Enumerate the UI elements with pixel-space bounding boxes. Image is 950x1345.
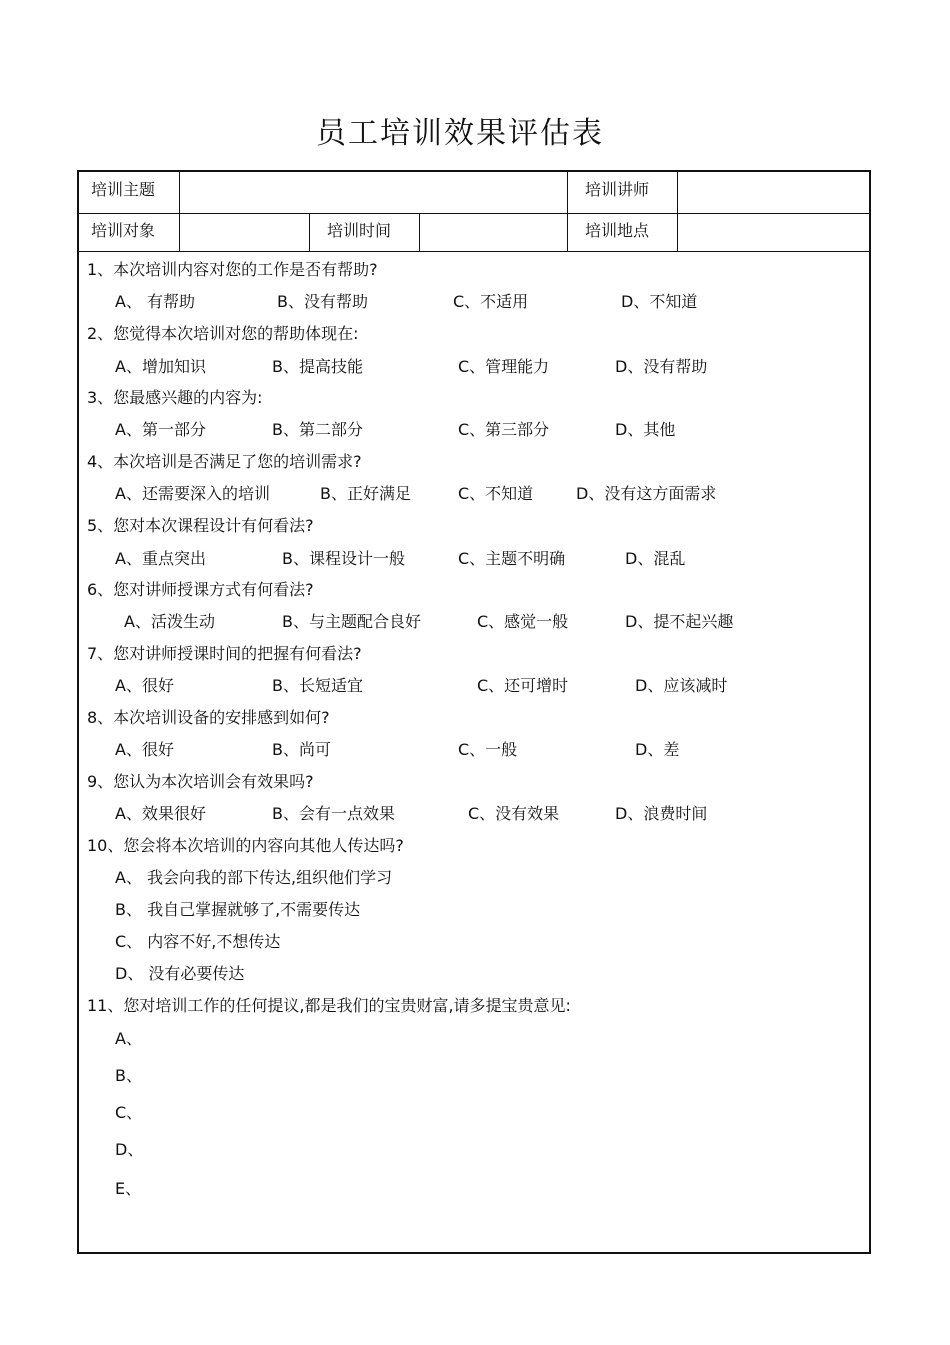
q3-option-b[interactable]: B、第二部分: [272, 420, 363, 439]
q4-option-c[interactable]: C、不知道: [458, 484, 534, 503]
q10-option-b[interactable]: B、 我自己掌握就够了,不需要传达: [115, 900, 361, 919]
question-1: 1、本次培训内容对您的工作是否有帮助?: [87, 260, 378, 279]
suggestion-item-c[interactable]: C、: [115, 1103, 143, 1122]
suggestion-item-a[interactable]: A、: [115, 1029, 142, 1048]
question-7: 7、您对讲师授课时间的把握有何看法?: [87, 644, 362, 663]
q3-option-d[interactable]: D、其他: [615, 420, 676, 439]
q6-option-d[interactable]: D、提不起兴趣: [625, 612, 734, 631]
column-divider: [309, 213, 310, 251]
page-title: 员工培训效果评估表: [316, 116, 604, 151]
instructor-field[interactable]: [678, 172, 869, 213]
q5-option-c[interactable]: C、主题不明确: [458, 549, 566, 568]
audience-label: 培训对象: [91, 221, 156, 240]
q8-option-c[interactable]: C、一般: [458, 740, 518, 759]
suggestion-item-b[interactable]: B、: [115, 1066, 142, 1085]
q5-option-a[interactable]: A、重点突出: [115, 549, 206, 568]
q3-option-a[interactable]: A、第一部分: [115, 420, 206, 439]
q1-option-d[interactable]: D、不知道: [621, 292, 698, 311]
q7-option-c[interactable]: C、还可增时: [477, 676, 569, 695]
question-10: 10、您会将本次培训的内容向其他人传达吗?: [87, 836, 404, 855]
time-field[interactable]: [420, 214, 567, 251]
q5-option-d[interactable]: D、混乱: [625, 549, 686, 568]
column-divider: [567, 172, 568, 251]
q10-option-c[interactable]: C、 内容不好,不想传达: [115, 932, 281, 951]
q1-option-b[interactable]: B、没有帮助: [277, 292, 368, 311]
q3-option-c[interactable]: C、第三部分: [458, 420, 550, 439]
q4-option-a[interactable]: A、还需要深入的培训: [115, 484, 270, 503]
q8-option-d[interactable]: D、差: [635, 740, 680, 759]
q4-option-d[interactable]: D、没有这方面需求: [576, 484, 717, 503]
row-divider: [79, 251, 869, 252]
q10-option-a[interactable]: A、 我会向我的部下传达,组织他们学习: [115, 868, 393, 887]
q8-option-b[interactable]: B、尚可: [272, 740, 331, 759]
question-3: 3、您最感兴趣的内容为:: [87, 388, 263, 407]
q10-option-d[interactable]: D、 没有必要传达: [115, 964, 245, 983]
topic-field[interactable]: [180, 172, 567, 213]
q6-option-c[interactable]: C、感觉一般: [477, 612, 569, 631]
q5-option-b[interactable]: B、课程设计一般: [282, 549, 405, 568]
question-6: 6、您对讲师授课方式有何看法?: [87, 580, 314, 599]
location-label: 培训地点: [585, 221, 650, 240]
audience-field[interactable]: [180, 214, 309, 251]
question-11: 11、您对培训工作的任何提议,都是我们的宝贵财富,请多提宝贵意见:: [87, 996, 571, 1015]
question-5: 5、您对本次课程设计有何看法?: [87, 516, 314, 535]
location-field[interactable]: [678, 214, 869, 251]
suggestion-item-e[interactable]: E、: [115, 1179, 142, 1198]
q7-option-a[interactable]: A、很好: [115, 676, 174, 695]
q9-option-c[interactable]: C、没有效果: [468, 804, 560, 823]
question-8: 8、本次培训设备的安排感到如何?: [87, 708, 330, 727]
q7-option-b[interactable]: B、长短适宜: [272, 676, 363, 695]
evaluation-form: [77, 170, 871, 1254]
q6-option-a[interactable]: A、活泼生动: [124, 612, 215, 631]
q1-option-a[interactable]: A、 有帮助: [115, 292, 196, 311]
q2-option-d[interactable]: D、没有帮助: [615, 357, 708, 376]
q2-option-c[interactable]: C、管理能力: [458, 357, 550, 376]
topic-label: 培训主题: [91, 180, 156, 199]
q6-option-b[interactable]: B、与主题配合良好: [282, 612, 421, 631]
instructor-label: 培训讲师: [585, 180, 650, 199]
q8-option-a[interactable]: A、很好: [115, 740, 174, 759]
time-label: 培训时间: [327, 221, 392, 240]
q2-option-a[interactable]: A、增加知识: [115, 357, 206, 376]
q7-option-d[interactable]: D、应该减时: [635, 676, 728, 695]
q9-option-d[interactable]: D、浪费时间: [615, 804, 708, 823]
question-2: 2、您觉得本次培训对您的帮助体现在:: [87, 324, 359, 343]
q9-option-a[interactable]: A、效果很好: [115, 804, 206, 823]
q4-option-b[interactable]: B、正好满足: [320, 484, 411, 503]
q9-option-b[interactable]: B、会有一点效果: [272, 804, 395, 823]
suggestion-item-d[interactable]: D、: [115, 1140, 144, 1159]
question-4: 4、本次培训是否满足了您的培训需求?: [87, 452, 362, 471]
q2-option-b[interactable]: B、提高技能: [272, 357, 363, 376]
q1-option-c[interactable]: C、不适用: [453, 292, 529, 311]
question-9: 9、您认为本次培训会有效果吗?: [87, 772, 314, 791]
